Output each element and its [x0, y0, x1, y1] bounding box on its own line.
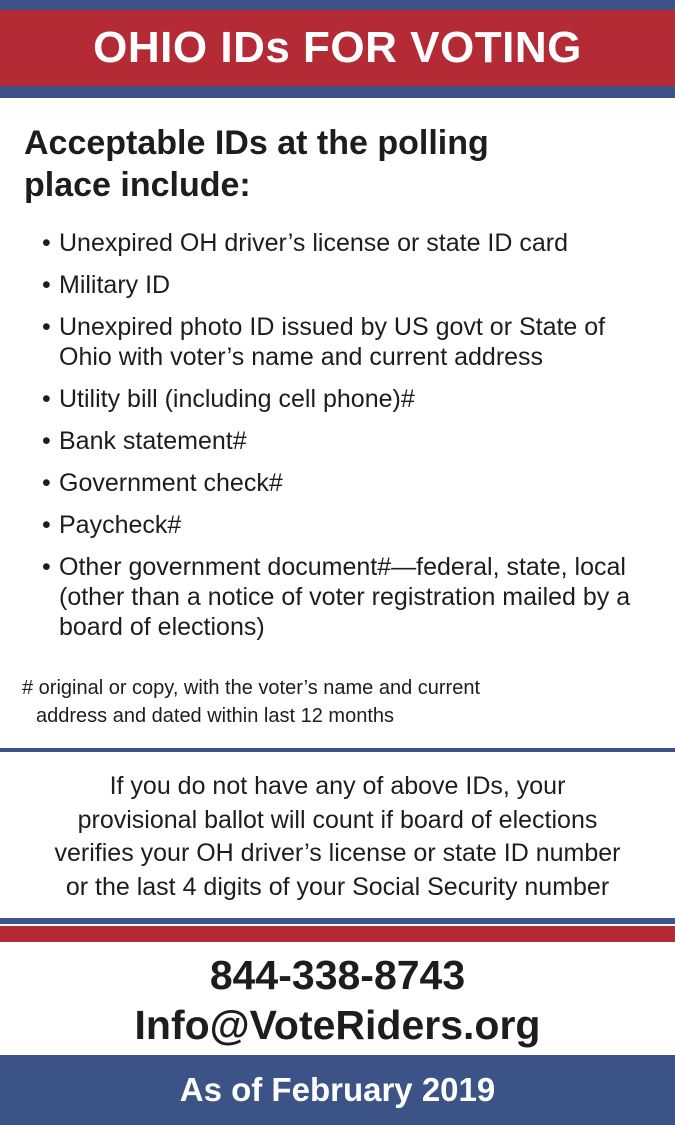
- id-item-text: Military ID: [59, 271, 171, 299]
- header-top-stripe: [0, 0, 675, 10]
- list-item: [42, 270, 662, 300]
- list-item: [42, 384, 662, 414]
- provisional-line4: or the last 4 digits of your Social Security number: [65, 872, 610, 901]
- list-item: [42, 468, 662, 498]
- list-item: [42, 312, 662, 372]
- list-item: [42, 552, 662, 642]
- acceptable-ids-heading: [24, 122, 644, 206]
- header-bottom-stripe: [0, 86, 675, 98]
- acceptable-ids-heading-line2: place include:: [24, 166, 251, 204]
- id-item-text: Bank statement#: [59, 427, 247, 455]
- bullet-icon: •: [42, 271, 51, 299]
- header: [0, 0, 675, 98]
- bullet-icon: •: [42, 385, 51, 413]
- bullet-icon: •: [42, 553, 51, 581]
- id-item-text: Other government document#—federal, state, local (other than a notice of voter registration mailed by a board of elections): [59, 553, 631, 641]
- id-item-text: Unexpired photo ID issued by US govt or State of Ohio with voter’s name and current address: [59, 313, 606, 371]
- provisional-line1: If you do not have any of above IDs, your: [109, 772, 566, 800]
- id-item-text: Unexpired OH driver’s license or state ID card: [59, 229, 568, 257]
- bullet-icon: •: [42, 313, 51, 341]
- footnote-line1: # original or copy, with the voter’s name and current: [22, 677, 481, 699]
- id-item-text: Paycheck#: [59, 511, 182, 539]
- list-item: [42, 228, 662, 258]
- list-item: [42, 510, 662, 540]
- bullet-icon: •: [42, 229, 51, 257]
- section-divider: [0, 748, 675, 752]
- provisional-ballot-note: [0, 770, 675, 904]
- bullet-icon: •: [42, 511, 51, 539]
- phone-number[interactable]: 844-338-8743: [209, 952, 466, 998]
- footnote-line2: address and dated within last 12 months: [36, 705, 394, 727]
- id-item-text: Utility bill (including cell phone)#: [59, 385, 415, 413]
- list-item: [42, 426, 662, 456]
- provisional-line3: verifies your OH driver’s license or state ID number: [54, 839, 621, 867]
- id-item-text: Government check#: [59, 469, 283, 497]
- provisional-line2: provisional ballot will count if board of elections: [77, 805, 598, 834]
- acceptable-ids-list: [42, 228, 662, 654]
- contact-info: [0, 950, 675, 1050]
- email-address[interactable]: Info@VoteRiders.org: [134, 1002, 541, 1048]
- bullet-icon: •: [42, 427, 51, 455]
- page-title: OHIO IDs FOR VOTING: [0, 10, 675, 86]
- contact-stripes: [0, 918, 675, 942]
- footnote: [22, 674, 622, 730]
- stripe-red: [0, 926, 675, 942]
- date-footer: As of February 2019: [0, 1055, 675, 1125]
- acceptable-ids-heading-line1: Acceptable IDs at the polling: [24, 124, 489, 162]
- bullet-icon: •: [42, 469, 51, 497]
